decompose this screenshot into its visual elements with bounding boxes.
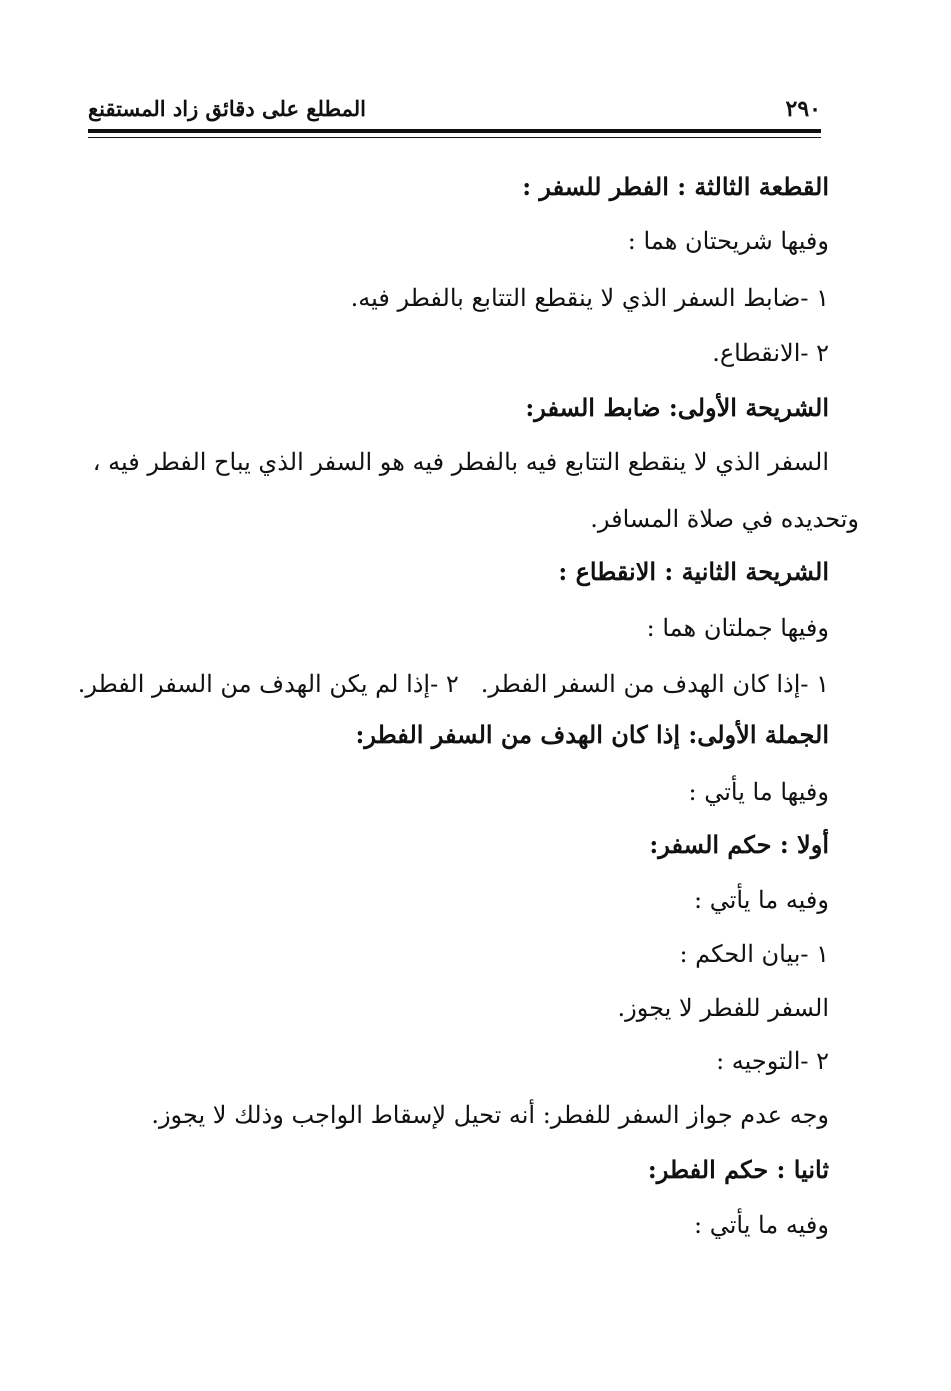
list-item: ٢ -التوجيه :: [716, 1047, 829, 1075]
page-number: ٢٩٠: [785, 96, 821, 122]
list-item: ١ -بيان الحكم :: [679, 940, 829, 968]
paragraph: وفيها ما يأتي :: [688, 778, 829, 806]
subheading: الشريحة الأولى: ضابط السفر:: [525, 393, 829, 422]
header-rule-thick: [88, 129, 821, 133]
paragraph: وفيه ما يأتي :: [694, 1211, 829, 1239]
paragraph: السفر للفطر لا يجوز.: [617, 994, 829, 1022]
paragraph: وجه عدم جواز السفر للفطر: أنه تحيل لإسقاط الواجب وذلك لا يجوز.: [151, 1101, 829, 1129]
list-row: [77, 669, 829, 699]
paragraph: وفيه ما يأتي :: [694, 886, 829, 914]
paragraph: السفر الذي لا ينقطع التتابع فيه بالفطر فيه هو السفر الذي يباح الفطر فيه ،: [92, 448, 829, 476]
subheading: ثانيا : حكم الفطر:: [647, 1155, 829, 1184]
paragraph: وفيها شريحتان هما :: [627, 227, 829, 255]
subheading: أولا : حكم السفر:: [649, 830, 829, 859]
list-item: ٢ -الانقطاع.: [712, 339, 829, 367]
subheading: الشريحة الثانية : الانقطاع :: [558, 557, 829, 586]
header-rule-thin: [88, 137, 821, 138]
list-item: ١ -إذا كان الهدف من السفر الفطر.: [480, 670, 829, 698]
section-heading: القطعة الثالثة : الفطر للسفر :: [522, 172, 829, 201]
paragraph: وتحديده في صلاة المسافر.: [590, 505, 859, 533]
list-item: ١ -ضابط السفر الذي لا ينقطع التتابع بالفطر فيه.: [350, 284, 829, 312]
page-header: [88, 96, 821, 124]
paragraph: وفيها جملتان هما :: [646, 614, 829, 642]
list-item: ٢ -إذا لم يكن الهدف من السفر الفطر.: [77, 670, 459, 698]
subheading: الجملة الأولى: إذا كان الهدف من السفر الفطر:: [355, 720, 829, 749]
running-title: المطلع على دقائق زاد المستقنع: [88, 96, 367, 121]
